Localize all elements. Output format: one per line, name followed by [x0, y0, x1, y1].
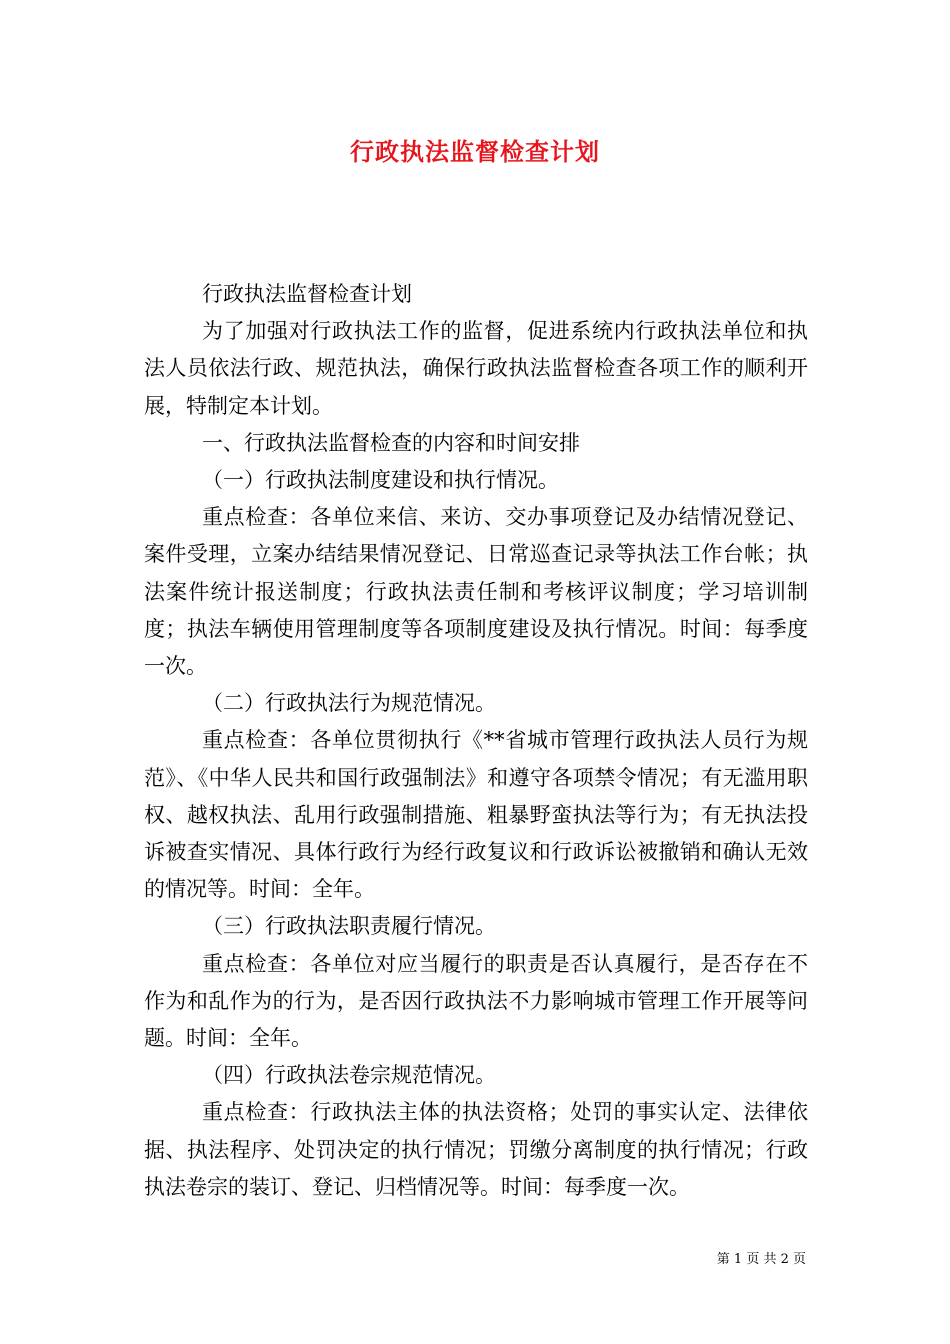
subsection-heading-2: （二）行政执法行为规范情况。 [202, 691, 496, 716]
subsection-paragraph-1: 重点检查：各单位来信、来访、交办事项登记及办结情况登记、案件受理，立案办结结果情况登记、日常巡查记录等执法工作台帐；执法案件统计报送制度；行政执法责任制和考核评议制度；学习培训制度；执法车辆使用管理制度等各项制度建设及执行情况。时间：每季度一次。 [144, 505, 808, 679]
subsection-heading-1: （一）行政执法制度建设和执行情况。 [202, 468, 559, 493]
subsection-paragraph-3: 重点检查：各单位对应当履行的职责是否认真履行，是否存在不作为和乱作为的行为，是否因行政执法不力影响城市管理工作开展等问题。时间：全年。 [144, 951, 808, 1051]
subsection-heading-4: （四）行政执法卷宗规范情况。 [202, 1063, 496, 1088]
subsection-paragraph-4: 重点检查：行政执法主体的执法资格；处罚的事实认定、法律依据、执法程序、处罚决定的执行情况；罚缴分离制度的执行情况；行政执法卷宗的装订、登记、归档情况等。时间：每季度一次。 [144, 1100, 808, 1199]
section-heading-1: 一、行政执法监督检查的内容和时间安排 [202, 430, 580, 455]
document-title: 行政执法监督检查计划 [350, 137, 600, 166]
subsection-heading-3: （三）行政执法职责履行情况。 [202, 914, 496, 939]
body-heading: 行政执法监督检查计划 [202, 282, 412, 306]
subsection-paragraph-2: 重点检查：各单位贯彻执行《**省城市管理行政执法人员行为规范》、《中华人民共和国行政强制法》和遵守各项禁令情况；有无滥用职权、越权执法、乱用行政强制措施、粗暴野蛮执法等行为；有无执法投诉被查实情况、具体行政行为经行政复议和行政诉讼被撤销和确认无效的情况等。时间：全年。 [144, 728, 808, 902]
page-number: 第 1 页 共 2 页 [716, 1252, 806, 1267]
document-body [144, 276, 808, 1206]
intro-paragraph: 为了加强对行政执法工作的监督，促进系统内行政执法单位和执法人员依法行政、规范执法，确保行政执法监督检查各项工作的顺利开展，特制定本计划。 [144, 319, 808, 418]
